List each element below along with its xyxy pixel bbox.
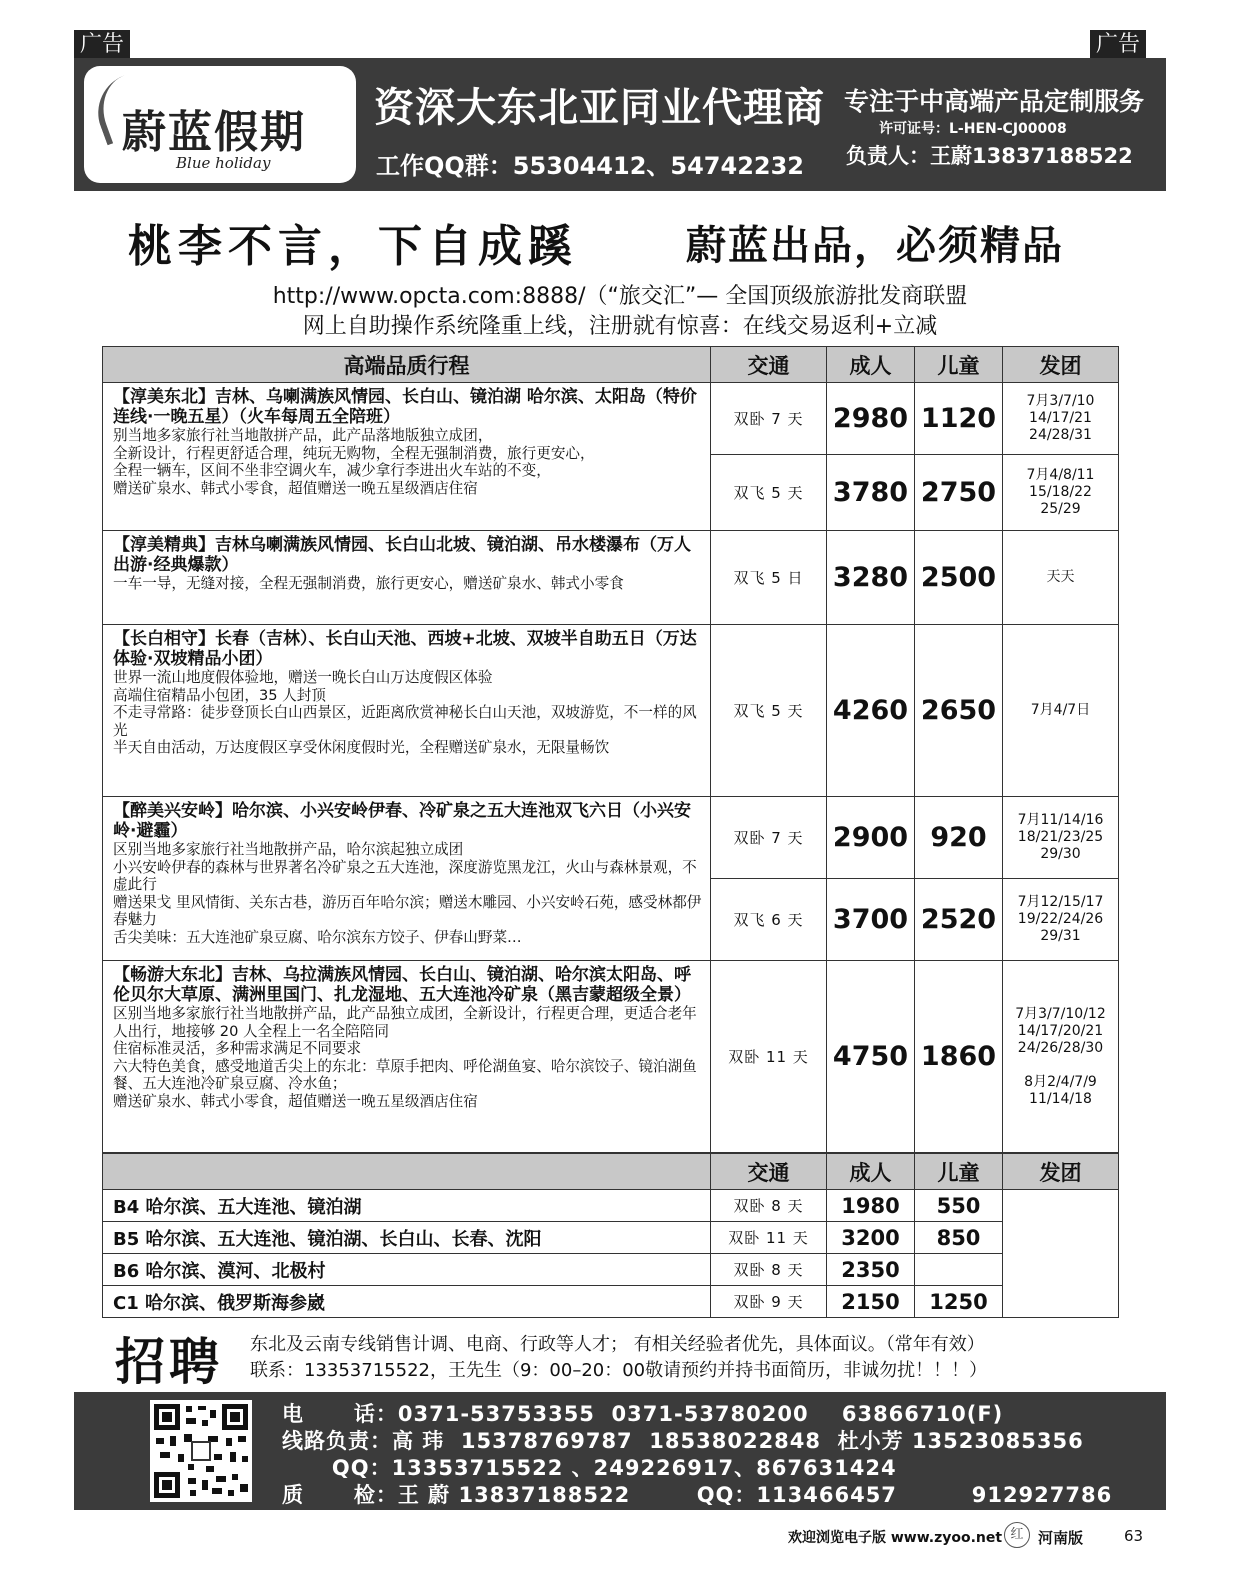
child-price: 1860 [915,961,1003,1153]
qq-group: 工作QQ群：55304412、54742232 [376,152,804,180]
tour-description [103,797,711,961]
tour-title: 【畅游大东北】吉林、乌拉满族风情园、长白山、镜泊湖、哈尔滨太阳岛、呼伦贝尔大草原、满洲里国门、扎龙湿地、五大连池冷矿泉（黑吉蒙超级全景） [113,965,691,1005]
edition-label: 河南版 [1038,1529,1084,1547]
short-tour-name: B4 哈尔滨、五大连池、镜泊湖 [103,1190,711,1222]
license-number: 许可证号：L-HEN-CJ00008 [879,121,1067,137]
child-price: 850 [915,1222,1003,1254]
departure-dates: 7月4/8/11 15/18/22 25/29 [1003,455,1119,531]
child-price: 1120 [915,383,1003,455]
tour-description [103,383,711,531]
tour-details: 区别当地多家旅行社当地散拼产品，此产品独立成团，全新设计，行程更合理，更适合老年人出行，地接够 20 人全程上一名全陪陪同 住宿标准灵活，多种需求满足不同要求 六大特色美食，感受地道舌尖上的东北：草原手把肉、呼伦湖鱼宴、哈尔滨饺子、镜泊湖鱼餐、五大连池冷矿泉豆腐、冷水鱼； 赠送矿泉水、韩式小零食，超值赠送一晚五星级酒店住宿 [113,1005,697,1110]
header-banner [74,58,1166,191]
child-price: 2650 [915,625,1003,797]
child-price: 1250 [915,1286,1003,1318]
child-price: 920 [915,797,1003,879]
route-manager-line: 线路负责：高 玮 15378769787 18538022848 杜小芳 13523085356 [282,1429,1084,1453]
table-row [103,961,1119,1153]
col-header-departure: 发团 [1003,1154,1119,1190]
logo-subtitle: Blue holiday [176,154,271,172]
logo-text: 蔚蓝假期 [122,107,306,158]
ad-tag-left: 广告 [74,30,130,60]
website-line: http://www.opcta.com:8888/（“旅交汇”— 全国顶级旅游批发商联盟 [272,284,968,309]
recruit-contact: 联系：13353715522，王先生（9：00–20：00敬请预约并持书面简历，非诚勿扰！！！） [250,1360,988,1381]
contact-footer [74,1392,1166,1510]
tour-title: 【醉美兴安岭】哈尔滨、小兴安岭伊春、冷矿泉之五大连池双飞六日（小兴安岭·避霾） [113,801,691,841]
departure-dates: 7月11/14/16 18/21/23/25 29/30 [1003,797,1119,879]
table-row [103,383,1119,455]
child-price: 2520 [915,879,1003,961]
transport-cell: 双飞 6 天 [711,879,827,961]
adult-price: 3780 [827,455,915,531]
col-header-child: 儿童 [915,1154,1003,1190]
transport-cell: 双飞 5 天 [711,455,827,531]
tour-table [102,346,1119,1153]
transport-cell: 双卧 9 天 [711,1286,827,1318]
table-row [103,531,1119,625]
transport-cell: 双卧 8 天 [711,1254,827,1286]
tour-description [103,961,711,1153]
table-row [103,1190,1119,1222]
transport-cell: 双卧 7 天 [711,383,827,455]
recruit-title: 招聘 [115,1333,223,1391]
transport-cell: 双飞 5 日 [711,531,827,625]
adult-price: 1980 [827,1190,915,1222]
table-row [103,1254,1119,1286]
table-row [103,1222,1119,1254]
tour-details: 区别当地多家旅行社当地散拼产品，哈尔滨起独立成团 小兴安岭伊春的森林与世界著名冷矿泉之五大连池，深度游览黑龙江，火山与森林景观，不虚此行 赠送果戈 里风情街、关东古巷，游历百年哈尔滨；赠送木雕园、小兴安岭石苑，感受林都伊春魅力 舌尖美味：五大连池矿泉豆腐、哈尔滨东方饺子、伊春山野菜… [113,841,702,946]
tour-details: 世界一流山地度假体验地，赠送一晚长白山万达度假区体验 高端住宿精品小包团，35 人封顶 不走寻常路：徒步登顶长白山西景区，近距离欣赏神秘长白山天池，双坡游览，不一样的风光 半天自由活动，万达度假区享受休闲度假时光，全程赠送矿泉水，无限量畅饮 [113,669,697,756]
qq-line: QQ：13353715522 、249226917、867631424 [282,1456,897,1480]
tour-description [103,531,711,625]
col-header-child: 儿童 [915,347,1003,383]
col-header-departure: 发团 [1003,347,1119,383]
departure-blank [1003,1190,1119,1318]
short-tour-name: B5 哈尔滨、五大连池、镜泊湖、长白山、长春、沈阳 [103,1222,711,1254]
short-tour-name: B6 哈尔滨、漠河、北极村 [103,1254,711,1286]
adult-price: 4750 [827,961,915,1153]
ad-tag-right: 广告 [1090,30,1146,60]
page-number: 63 [1124,1527,1144,1545]
promo-line: 网上自助操作系统隆重上线，注册就有惊喜：在线交易返利+立减 [302,314,938,339]
adult-price: 3200 [827,1222,915,1254]
table-row [103,625,1119,797]
edition-badge: 红 [1004,1522,1030,1548]
table-row [103,1286,1119,1318]
service-text: 专注于中高端产品定制服务 [844,87,1145,116]
col-header-adult: 成人 [827,1154,915,1190]
col-header-adult: 成人 [827,347,915,383]
child-price [915,1254,1003,1286]
col-header-transport: 交通 [711,1154,827,1190]
adult-price: 2350 [827,1254,915,1286]
adult-price: 2980 [827,383,915,455]
header-title: 资深大东北亚同业代理商 [374,85,825,131]
page-footer-text: 欢迎浏览电子版 www.zyoo.net [788,1530,1003,1546]
transport-cell: 双卧 11 天 [711,961,827,1153]
slogan-right: 蔚蓝出品，必须精品 [686,223,1064,269]
logo [84,66,356,183]
qr-code-icon [150,1400,252,1502]
slogan-left: 桃李不言，下自成蹊 [128,221,578,272]
table-row [103,797,1119,879]
adult-price: 4260 [827,625,915,797]
tour-details: 一车一导，无缝对接，全程无强制消费，旅行更安心，赠送矿泉水、韩式小零食 [113,575,624,592]
departure-dates: 7月3/7/10 14/17/21 24/28/31 [1003,383,1119,455]
departure-dates: 7月12/15/17 19/22/24/26 29/31 [1003,879,1119,961]
col-header-route-blank [103,1154,711,1190]
transport-cell: 双卧 8 天 [711,1190,827,1222]
adult-price: 2900 [827,797,915,879]
adult-price: 3280 [827,531,915,625]
short-tour-table [102,1153,1119,1318]
phone-line: 电 话：0371-53753355 0371-53780200 63866710(F) [282,1402,1004,1426]
tour-title: 【长白相守】长春（吉林）、长白山天池、西坡+北坡、双坡半自助五日（万达体验·双坡精品小团） [113,629,697,669]
tour-details: 别当地多家旅行社当地散拼产品，此产品落地版独立成团， 全新设计，行程更舒适合理，纯玩无购物，全程无强制消费，旅行更安心， 全程一辆车，区间不坐非空调火车，减少拿行李进出火车站的不变， 赠送矿泉水、韩式小零食，超值赠送一晚五星级酒店住宿 [113,427,595,497]
transport-cell: 双卧 7 天 [711,797,827,879]
departure-dates: 天天 [1003,531,1119,625]
transport-cell: 双卧 11 天 [711,1222,827,1254]
adult-price: 3700 [827,879,915,961]
manager-contact: 负责人：王蔚13837188522 [846,144,1133,168]
departure-dates: 7月3/7/10/12 14/17/20/21 24/26/28/30 8月2/4/7/9 11/14/18 [1003,961,1119,1153]
departure-dates: 7月4/7日 [1003,625,1119,797]
adult-price: 2150 [827,1286,915,1318]
tour-title: 【淳美东北】吉林、乌喇满族风情园、长白山、镜泊湖 哈尔滨、太阳岛（特价连线·一晚五星）（火车每周五全陪班） [113,387,697,427]
tour-description [103,625,711,797]
child-price: 2750 [915,455,1003,531]
quality-check-line: 质 检：王 蔚 13837188522 QQ：113466457 912927786 [282,1483,1113,1507]
child-price: 550 [915,1190,1003,1222]
tour-title: 【淳美精典】吉林乌喇满族风情园、长白山北坡、镜泊湖、吊水楼瀑布（万人出游·经典爆款） [113,535,691,575]
recruit-desc: 东北及云南专线销售计调、电商、行政等人才； 有相关经验者优先，具体面议。（常年有效） [250,1334,985,1355]
child-price: 2500 [915,531,1003,625]
short-tour-name: C1 哈尔滨、俄罗斯海参崴 [103,1286,711,1318]
col-header-route: 高端品质行程 [103,347,711,383]
col-header-transport: 交通 [711,347,827,383]
transport-cell: 双飞 5 天 [711,625,827,797]
